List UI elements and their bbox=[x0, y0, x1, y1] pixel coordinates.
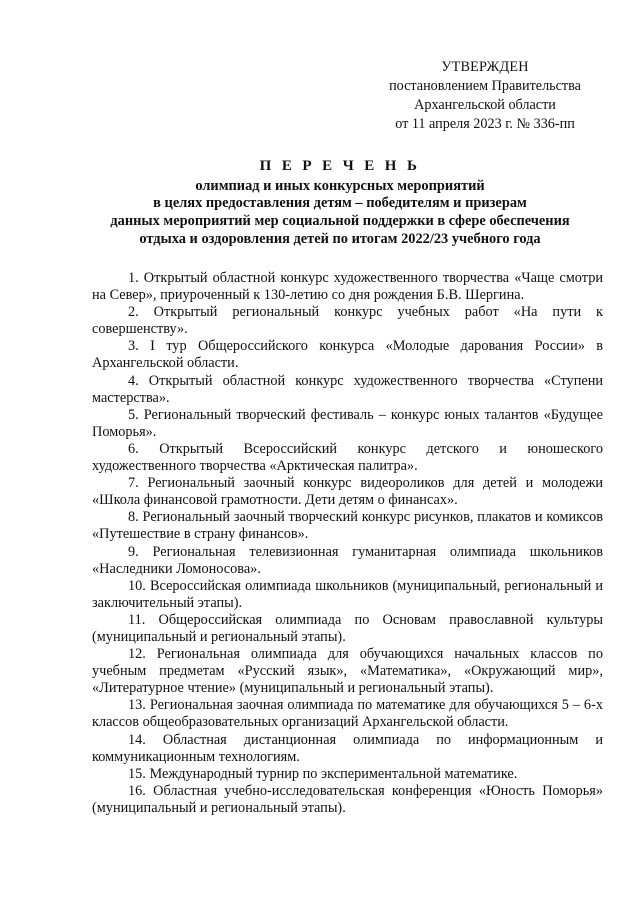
document-title bbox=[60, 158, 620, 249]
list-item: 13. Региональная заочная олимпиада по математике для обучающихся 5 – 6-х классов общеобразовательных организаций Архангельской области. bbox=[92, 697, 603, 731]
list-item: 8. Региональный заочный творческий конкурс рисунков, плакатов и комиксов «Путешествие в страну финансов». bbox=[92, 509, 603, 543]
title-line: данных мероприятий мер социальной поддержки в сфере обеспечения bbox=[110, 213, 570, 230]
list-item: 12. Региональная олимпиада для обучающихся начальных классов по учебным предметам «Русский язык», «Математика», «Окружающий мир», «Литературное чтение» (муниципальный и региональный этапы). bbox=[92, 646, 603, 697]
title-line: олимпиад и иных конкурсных мероприятий bbox=[195, 177, 485, 194]
list-item: 1. Открытый областной конкурс художественного творчества «Чаще смотри на Север», приуроченный к 130-летию со дня рождения Б.В. Шергина. bbox=[92, 270, 603, 304]
approval-line: Архангельской области bbox=[414, 97, 556, 113]
list-item: 14. Областная дистанционная олимпиада по информационным и коммуникационным технологиям. bbox=[92, 731, 603, 765]
title-heading: П Е Р Е Ч Е Н Ь bbox=[259, 158, 421, 174]
approval-stamp bbox=[360, 58, 610, 134]
list-item: 5. Региональный творческий фестиваль – конкурс юных талантов «Будущее Поморья». bbox=[92, 406, 603, 440]
list-item: 11. Общероссийская олимпиада по Основам православной культуры (муниципальный и региональный этапы). bbox=[92, 611, 603, 645]
list-item: 3. I тур Общероссийского конкурса «Молодые дарования России» в Архангельской области. bbox=[92, 338, 603, 372]
approval-heading: УТВЕРЖДЕН bbox=[441, 59, 529, 75]
list-item: 7. Региональный заочный конкурс видеороликов для детей и молодежи «Школа финансовой грамотности. Дети детям о финансах». bbox=[92, 475, 603, 509]
approval-line: постановлением Правительства bbox=[389, 78, 581, 94]
list-item: 16. Областная учебно-исследовательская конференция «Юность Поморья» (муниципальный и региональный этапы). bbox=[92, 782, 603, 816]
approval-line: от 11 апреля 2023 г. № 336-пп bbox=[395, 116, 575, 132]
list-item: 10. Всероссийская олимпиада школьников (муниципальный, региональный и заключительный этапы). bbox=[92, 577, 603, 611]
list-item: 15. Международный турнир по экспериментальной математике. bbox=[128, 765, 518, 782]
list-item: 4. Открытый областной конкурс художественного творчества «Ступени мастерства». bbox=[92, 372, 603, 406]
title-line: отдыха и оздоровления детей по итогам 2022/23 учебного года bbox=[139, 230, 541, 247]
list-item: 9. Региональная телевизионная гуманитарная олимпиада школьников «Наследники Ломоносова». bbox=[92, 543, 603, 577]
list-item: 2. Открытый региональный конкурс учебных работ «На пути к совершенству». bbox=[92, 304, 603, 338]
list-item: 6. Открытый Всероссийский конкурс детского и юношеского художественного творчества «Арктическая палитра». bbox=[92, 440, 603, 475]
title-line: в целях предоставления детям – победителям и призерам bbox=[153, 195, 527, 212]
event-list bbox=[92, 270, 603, 817]
